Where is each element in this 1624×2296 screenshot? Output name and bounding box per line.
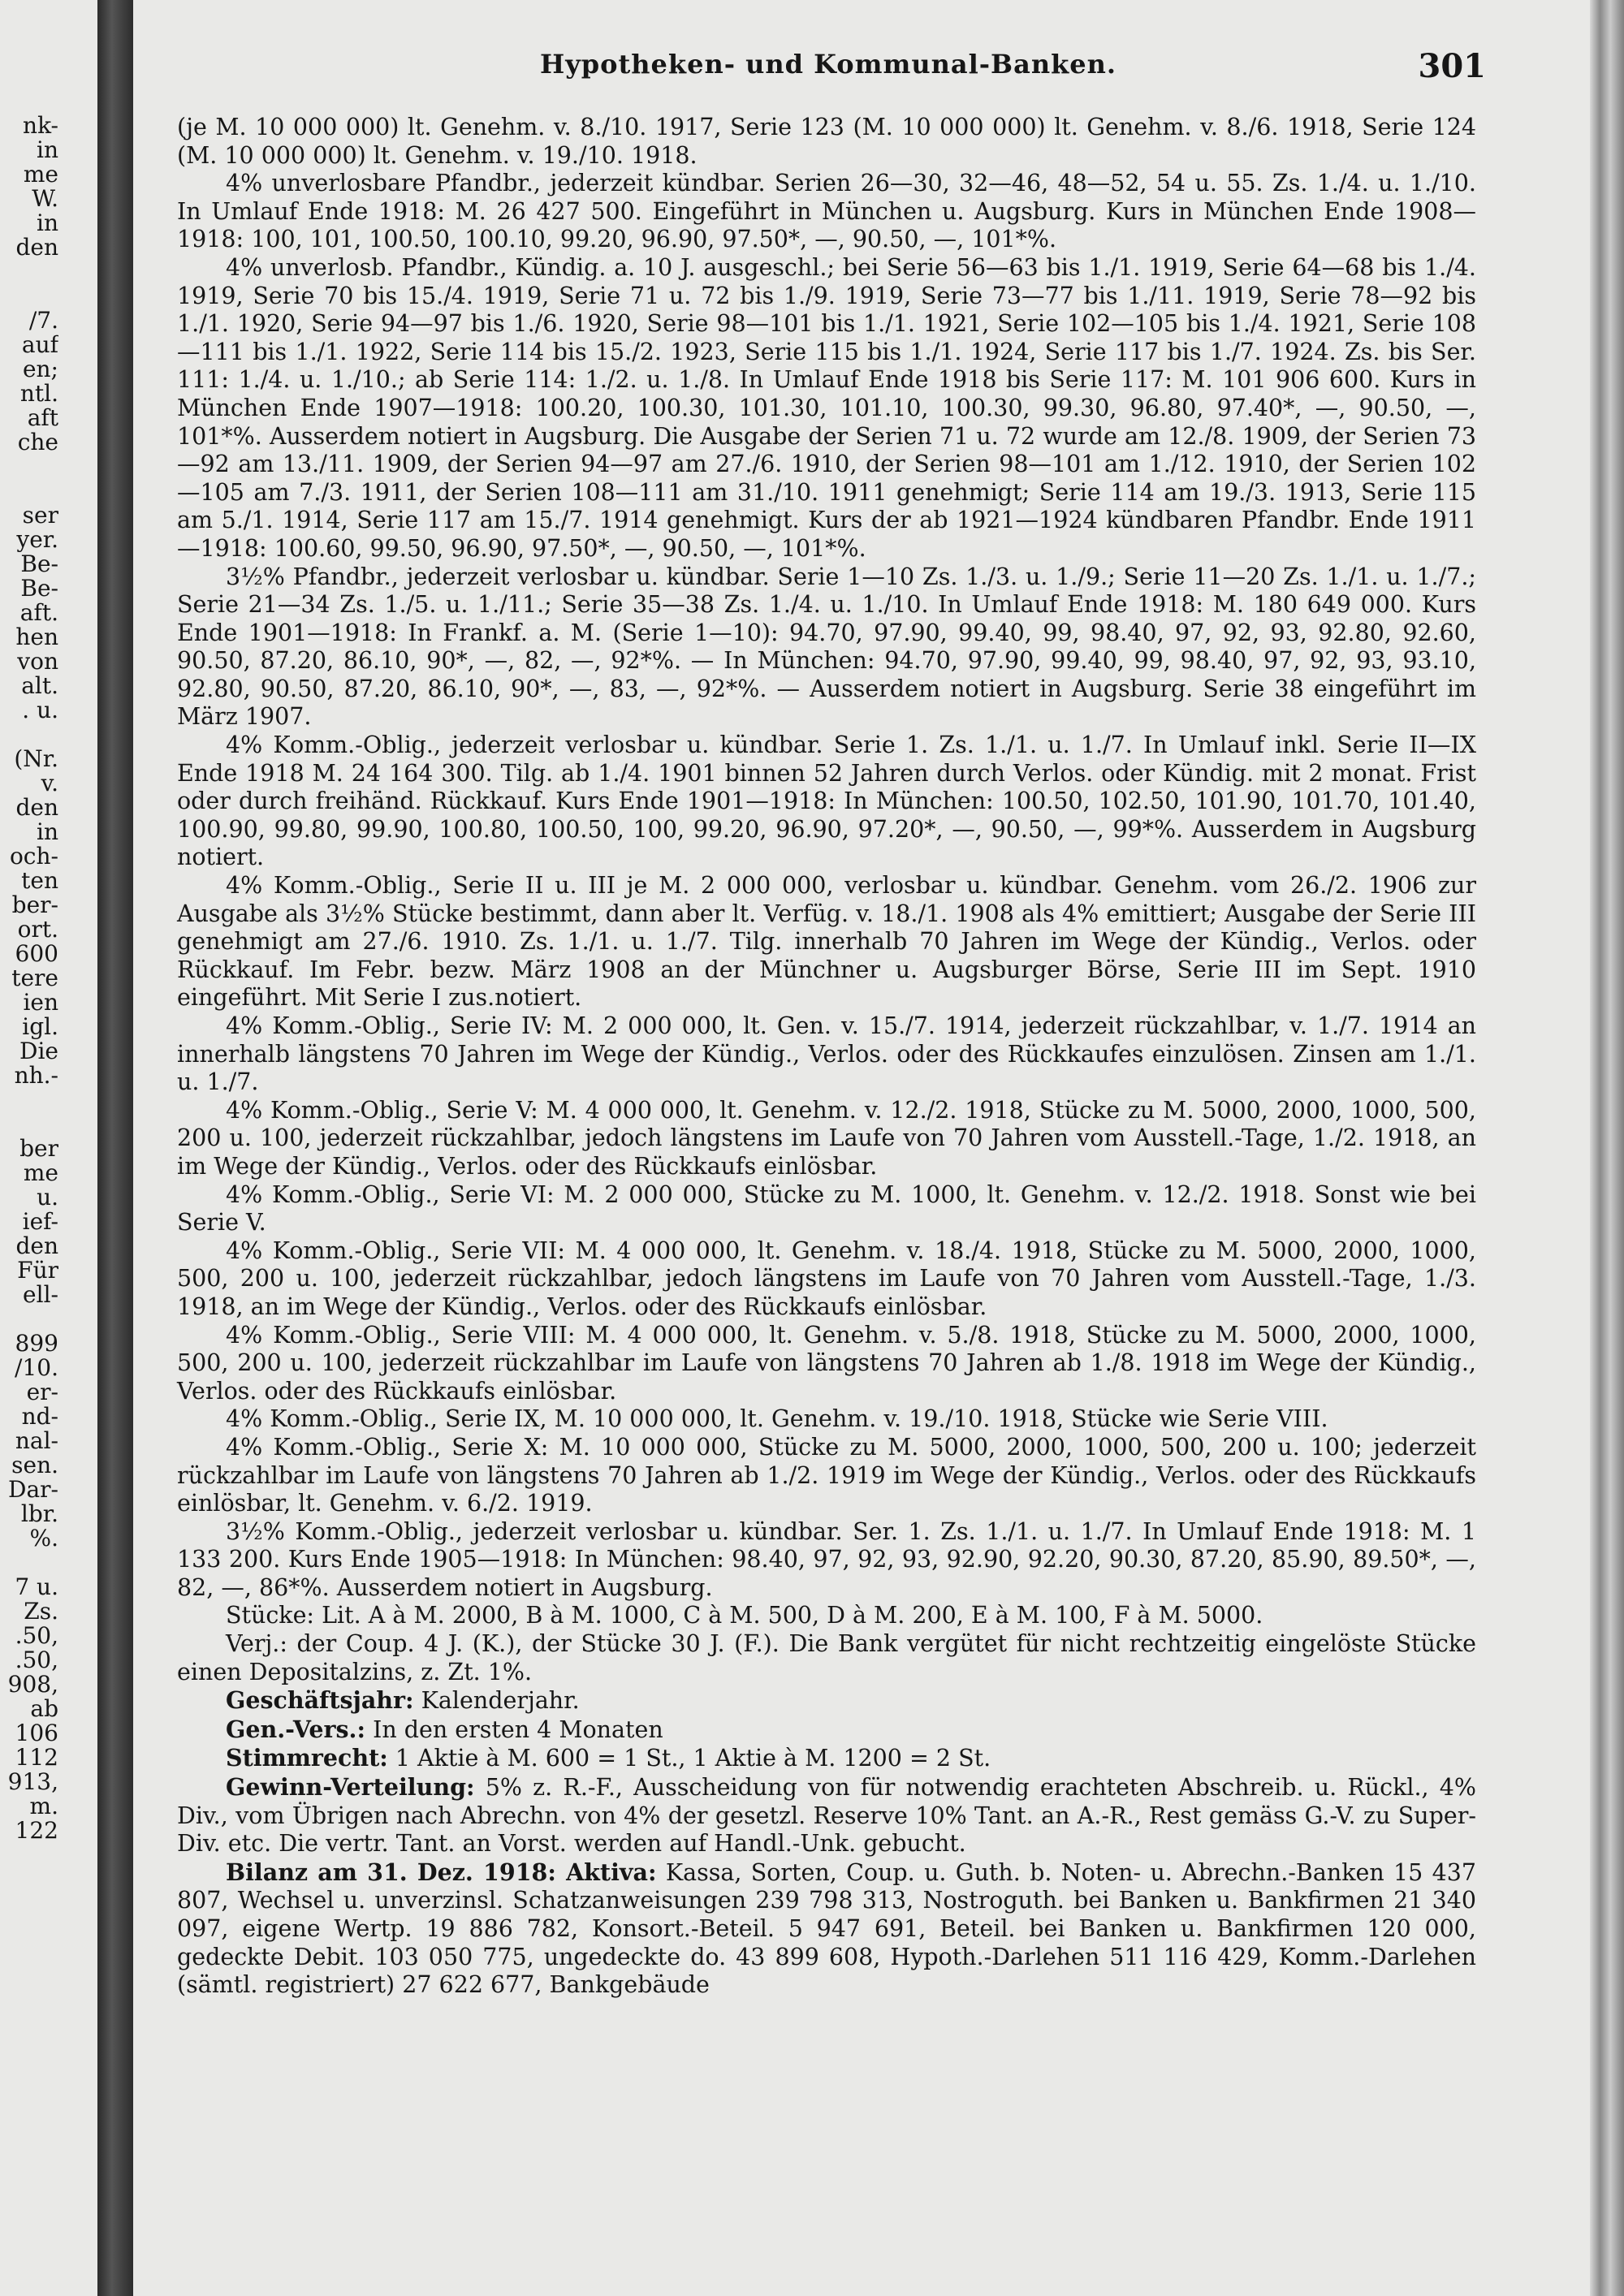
margin-fragment: m. xyxy=(29,1794,58,1819)
margin-fragment: %. xyxy=(29,1526,58,1551)
paragraph-label: Gewinn-Verteilung: xyxy=(226,1773,475,1802)
margin-fragment: .50, xyxy=(15,1648,58,1672)
margin-fragment: ab xyxy=(30,1697,58,1721)
paragraph-text: 3½% Komm.-Oblig., jederzeit verlosbar u. kündbar. Ser. 1. Zs. 1./1. u. 1./7. In Umlauf Ende 1918: M. 1 133 200. Kurs Ende 1905—1918: In München: 98.40, 97, 92, 93, 92.90, 92.20, 90.30, 87.20, 85.90, 89.50*, —, 82, —, 86*%. Ausserdem notiert in Augsburg. xyxy=(177,1517,1476,1601)
paragraph-text: 4% unverlosb. Pfandbr., Kündig. a. 10 J. ausgeschl.; bei Serie 56—63 bis 1./1. 1919, Serie 64—68 bis 1./4. 1919, Serie 70 bis 15./4. 1919, Serie 71 u. 72 bis 1./9. 1919, Serie 73—77 bis 1./11. 1919, Serie 78—92 bis 1./1. 1920, Serie 94—97 bis 1./6. 1920, Serie 98—101 bis 1./1. 1921, Serie 102—105 bis 1./4. 1921, Serie 108—111 bis 1./1. 1922, Serie 114 bis 15./2. 1923, Serie 115 bis 1./1. 1924, Serie 117 bis 1./7. 1924. Zs. bis Ser. 111: 1./4. u. 1./10.; ab Serie 114: 1./2. u. 1./8. In Umlauf Ende 1918 bis Serie 117: M. 101 906 600. Kurs in München Ende 1907—1918: 100.20, 100.30, 101.30, 101.10, 100.30, 99.30, 96.80, 97.40*, —, 90.50, —, 101*%. Ausserdem notiert in Augsburg. Die Ausgabe der Serien 71 u. 72 wurde am 12./8. 1909, der Serien 73—92 am 13./11. 1909, der Serien 94—97 am 27./6. 1910, der Serien 98—101 am 1./12. 1910, der Serien 102—105 am 7./3. 1911, der Serien 108—111 am 31./10. 1911 genehmigt; Serie 114 am 19./3. 1913, Serie 115 am 5./1. 1914, Serie 117 am 15./7. 1914 genehmigt. Kurs der ab 1921—1924 kündbaren Pfandbr. Ende 1911—1918: 100.60, 99.50, 96.90, 97.50*, —, 90.50, —, 101*%. xyxy=(177,253,1476,562)
paragraph xyxy=(177,1237,1476,1322)
margin-fragment: ell- xyxy=(23,1283,58,1307)
margin-fragment: auf xyxy=(21,333,58,357)
body-text xyxy=(177,114,1476,2000)
margin-fragment: ntl. xyxy=(19,382,58,406)
book-gutter-shadow xyxy=(97,0,133,2296)
margin-fragment: hen xyxy=(15,625,58,650)
paragraph xyxy=(177,1602,1476,1630)
paragraph-text: 4% Komm.-Oblig., Serie X: M. 10 000 000, Stücke zu M. 5000, 2000, 1000, 500, 200 u. 100; jederzeit rückzahlbar im Laufe von längstens 70 Jahren ab 1./2. 1919 im Wege der Kündig., Verlos. oder des Rückkaufs einlösbar, lt. Genehm. v. 6./2. 1919. xyxy=(177,1433,1476,1517)
paragraph xyxy=(177,732,1476,872)
margin-fragment: den xyxy=(15,235,58,260)
margin-fragment: von xyxy=(17,650,58,674)
margin-fragment: lbr. xyxy=(20,1502,58,1526)
margin-fragment: aft. xyxy=(19,601,58,625)
margin-fragment xyxy=(0,1551,58,1575)
paragraph-text: 4% Komm.-Oblig., Serie VI: M. 2 000 000, Stücke zu M. 1000, lt. Genehm. v. 12./2. 1918. Sonst wie bei Serie V. xyxy=(177,1180,1476,1236)
margin-fragment xyxy=(0,455,58,479)
margin-fragment: den xyxy=(15,1234,58,1258)
page-edge-shadow xyxy=(1590,0,1624,2296)
paragraph-text: Verj.: der Coup. 4 J. (K.), der Stücke 30 J. (F.). Die Bank vergütet für nicht rechtzeitig eingelöste Stücke einen Depositalzins, z. Zt. 1%. xyxy=(177,1630,1476,1685)
margin-fragment: 899 xyxy=(15,1331,58,1356)
paragraph-text: (je M. 10 000 000) lt. Genehm. v. 8./10. 1917, Serie 123 (M. 10 000 000) lt. Genehm. v. 8./6. 1918, Serie 124 (M. 10 000 000) lt. Genehm. v. 19./10. 1918. xyxy=(177,114,1476,169)
paragraph-text: In den ersten 4 Monaten xyxy=(373,1716,663,1743)
margin-fragment: Dar- xyxy=(8,1478,58,1502)
margin-fragment: ber- xyxy=(11,893,58,917)
paragraph xyxy=(177,1518,1476,1603)
margin-fragment: me xyxy=(23,1161,58,1185)
paragraph-text: Kassa, Sorten, Coup. u. Guth. b. Noten- u. Abrechn.-Banken 15 437 807, Wechsel u. unverzinsl. Schatzanweisungen 239 798 313, Nostroguth. bei Banken u. Bankfirmen 21 340 097, eigene Wertp. 19 886 782, Konsort.-Beteil. 5 947 691, Beteil. bei Banken u. Bankfirmen 120 000, gedeckte Debit. 103 050 775, ungedeckte do. 43 899 608, Hypoth.-Darlehen 511 116 429, Komm.-Darlehen (sämtl. registriert) 27 622 677, Bankgebäude xyxy=(177,1858,1477,1999)
margin-fragment: er- xyxy=(26,1380,58,1405)
margin-fragment: . u. xyxy=(22,698,58,723)
paragraph xyxy=(177,254,1476,563)
paragraph-text: 4% Komm.-Oblig., Serie IV: M. 2 000 000, lt. Gen. v. 15./7. 1914, jederzeit rückzahlbar, v. 1./7. 1914 an innerhalb längstens 70 Jahren im Wege der Kündig., Verlos. oder des Rückkaufes einzulösen. Zinsen am 1./1. u. 1./7. xyxy=(177,1012,1476,1096)
paragraph xyxy=(177,170,1476,254)
margin-fragment: 913, xyxy=(7,1770,58,1794)
paragraph-text: 4% Komm.-Oblig., Serie VII: M. 4 000 000, lt. Genehm. v. 18./4. 1918, Stücke zu M. 5000, 2000, 1000, 500, 200 u. 100, jederzeit rückzahlbar, jedoch längstens im Laufe von 70 Jahren vom Ausstell.-Tage, 1./3. 1918, an im Wege der Kündig., Verlos. oder des Rückkaufs einlösbar. xyxy=(177,1236,1476,1320)
margin-fragment: 112 xyxy=(15,1746,58,1770)
margin-fragment: /10. xyxy=(15,1356,58,1380)
paragraph-text: 4% Komm.-Oblig., jederzeit verlosbar u. kündbar. Serie 1. Zs. 1./1. u. 1./7. In Umlauf inkl. Serie II—IX Ende 1918 M. 24 164 300. Tilg. ab 1./4. 1901 binnen 52 Jahren durch Verlos. oder Kündig. mit 2 monat. Frist oder durch freihänd. Rückkauf. Kurs Ende 1901—1918: In München: 100.50, 102.50, 101.90, 101.70, 101.40, 100.90, 99.80, 99.90, 100.80, 100.50, 100, 99.20, 96.90, 97.20*, —, 90.50, —, 99*%. Ausserdem in Augsburg notiert. xyxy=(177,732,1476,871)
page-header xyxy=(171,49,1486,88)
margin-fragment xyxy=(0,1088,58,1112)
margin-fragment xyxy=(0,284,58,309)
paragraph-label: Geschäftsjahr: xyxy=(226,1686,414,1715)
margin-fragment: Be- xyxy=(20,552,58,576)
paragraph-text: Kalenderjahr. xyxy=(421,1687,580,1715)
margin-fragment: tere xyxy=(11,966,58,990)
margin-fragment: Die xyxy=(19,1039,58,1064)
paragraph-label: Gen.-Vers.: xyxy=(226,1715,366,1743)
margin-fragment: in xyxy=(37,820,58,844)
margin-fragment: u. xyxy=(37,1185,58,1210)
margin-fragment: Zs. xyxy=(24,1599,58,1624)
margin-fragment: ten xyxy=(21,869,58,893)
paragraph xyxy=(177,1181,1476,1237)
paragraph xyxy=(177,1434,1476,1518)
margin-fragment: Für xyxy=(17,1258,58,1283)
paragraph xyxy=(177,1858,1476,2000)
margin-fragment xyxy=(0,260,58,284)
margin-fragment: 122 xyxy=(15,1819,58,1843)
margin-fragment: ort. xyxy=(17,917,58,942)
margin-fragment xyxy=(0,1112,58,1137)
page-number: 301 xyxy=(1418,47,1486,85)
paragraph-text: 1 Aktie à M. 600 = 1 St., 1 Aktie à M. 1200 = 2 St. xyxy=(395,1745,991,1772)
margin-fragment: igl. xyxy=(22,1015,58,1039)
paragraph-text: 4% Komm.-Oblig., Serie II u. III je M. 2 000 000, verlosbar u. kündbar. Genehm. vom 26./2. 1906 zur Ausgabe als 3½% Stücke bestimmt, dann aber lt. Verfüg. v. 18./1. 1908 als 4% emittiert; Ausgabe der Serie III genehmigt am 27./6. 1910. Zs. 1./1. u. 1./7. Tilg. innerhalb 70 Jahren im Wege der Kündig., Verlos. oder Rückkauf. Im Febr. bezw. März 1908 an der Münchner u. Augsburger Börse, Serie III im Sept. 1910 eingeführt. Mit Serie I zus.notiert. xyxy=(177,872,1476,1012)
paragraph-text: Stücke: Lit. A à M. 2000, B à M. 1000, C à M. 500, D à M. 200, E à M. 100, F à M. 5000. xyxy=(226,1602,1263,1629)
margin-fragment: ief- xyxy=(22,1210,58,1234)
paragraph xyxy=(177,1630,1476,1686)
running-title: Hypotheken- und Kommunal-Banken. xyxy=(539,49,1117,80)
margin-fragment: me xyxy=(23,162,58,187)
paragraph-text: 4% unverlosbare Pfandbr., jederzeit kündbar. Serien 26—30, 32—46, 48—52, 54 u. 55. Zs. 1./4. u. 1./10. In Umlauf Ende 1918: M. 26 427 500. Eingeführt in München u. Augsburg. Kurs in München Ende 1908—1918: 100, 101, 100.50, 100.10, 99.20, 96.90, 97.50*, —, 90.50, —, 101*%. xyxy=(177,170,1476,253)
paragraph-label: Stimmrecht: xyxy=(226,1744,388,1772)
paragraph-text: 4% Komm.-Oblig., Serie V: M. 4 000 000, lt. Genehm. v. 12./2. 1918, Stücke zu M. 5000, 2000, 1000, 500, 200 u. 100, jederzeit rückzahlbar, jedoch längstens im Laufe von 70 Jahren vom Ausstell.-Tage, 1./2. 1918, an im Wege der Kündig., Verlos. oder des Rückkaufs einlösbar. xyxy=(177,1096,1476,1180)
paragraph-text: 4% Komm.-Oblig., Serie VIII: M. 4 000 000, lt. Genehm. v. 5./8. 1918, Stücke zu M. 5000, 2000, 1000, 500, 200 u. 100, jederzeit rückzahlbar im Laufe von längstens 70 Jahren ab 1./8. 1918 im Wege der Kündig., Verlos. oder des Rückkaufs einlösbar. xyxy=(177,1321,1476,1405)
margin-fragment: 908, xyxy=(7,1672,58,1697)
margin-fragment xyxy=(0,479,58,503)
paragraph xyxy=(177,1322,1476,1406)
paragraph xyxy=(177,114,1476,170)
margin-fragment xyxy=(0,723,58,747)
paragraph xyxy=(177,1097,1476,1181)
margin-fragment: 106 xyxy=(15,1721,58,1746)
margin-fragment: in xyxy=(37,138,58,162)
paragraph xyxy=(177,1716,1476,1745)
margin-fragment: 7 u. xyxy=(15,1575,58,1599)
paragraph xyxy=(177,1012,1476,1097)
margin-fragment: che xyxy=(17,430,58,455)
margin-fragment: ber xyxy=(19,1137,58,1161)
paragraph xyxy=(177,1744,1476,1773)
margin-fragment: nal- xyxy=(15,1429,58,1453)
margin-fragment: .50, xyxy=(15,1624,58,1648)
margin-fragment: den xyxy=(15,796,58,820)
paragraph xyxy=(177,872,1476,1012)
paragraph xyxy=(177,1686,1476,1716)
margin-fragment: och- xyxy=(9,844,58,869)
margin-fragment: v. xyxy=(41,771,58,796)
margin-fragment: nh.- xyxy=(14,1064,58,1088)
paragraph-text: 4% Komm.-Oblig., Serie IX, M. 10 000 000, lt. Genehm. v. 19./10. 1918, Stücke wie Serie VIII. xyxy=(226,1405,1328,1433)
paragraph xyxy=(177,1405,1476,1434)
margin-fragment: Be- xyxy=(20,576,58,601)
margin-fragment: nk- xyxy=(23,114,58,138)
margin-fragment: /7. xyxy=(28,309,58,333)
paragraph-label: Bilanz am 31. Dez. 1918: Aktiva: xyxy=(226,1858,657,1886)
margin-fragment: yer. xyxy=(16,528,58,552)
margin-fragment: en; xyxy=(22,357,58,382)
paragraph-text: 5% z. R.-F., Ausscheidung von für notwendig erachteten Abschreib. u. Rückl., 4% Div., vom Übrigen nach Abrechn. von 4% der gesetzl. Reserve 10% Tant. an A.-R., Rest gemäss G.-V. zu Super-Div. etc. Die vertr. Tant. an Vorst. werden auf Handl.-Unk. gebucht. xyxy=(177,1774,1476,1858)
margin-fragment: W. xyxy=(32,187,58,211)
margin-fragment: in xyxy=(37,211,58,235)
paragraph xyxy=(177,563,1476,732)
margin-fragment xyxy=(0,1307,58,1331)
paragraph-text: 3½% Pfandbr., jederzeit verlosbar u. kündbar. Serie 1—10 Zs. 1./3. u. 1./9.; Serie 11—20 Zs. 1./1. u. 1./7.; Serie 21—34 Zs. 1./5. u. 1./11.; Serie 35—38 Zs. 1./4. u. 1./10. In Umlauf Ende 1918: M. 180 649 000. Kurs Ende 1901—1918: In Frankf. a. M. (Serie 1—10): 94.70, 97.90, 99.40, 99, 98.40, 97, 92, 93, 92.80, 92.60, 90.50, 87.20, 86.10, 90*, —, 82, —, 92*%. — In München: 94.70, 97.90, 99.40, 99, 98.40, 97, 92, 93, 93.10, 92.80, 90.50, 87.20, 86.10, 90*, —, 83, —, 92*%. — Ausserdem notiert in Augsburg. Serie 38 eingeführt im März 1907. xyxy=(177,563,1476,731)
margin-fragment: nd- xyxy=(21,1405,58,1429)
margin-fragment: 600 xyxy=(15,942,58,966)
margin-fragment: ien xyxy=(23,990,58,1015)
margin-fragment: (Nr. xyxy=(14,747,58,771)
margin-fragment: aft xyxy=(27,406,58,430)
adjacent-page-margin-fragments xyxy=(0,114,58,1843)
paragraph xyxy=(177,1773,1476,1858)
margin-fragment: ser xyxy=(22,503,58,528)
margin-fragment: sen. xyxy=(11,1453,58,1478)
margin-fragment: alt. xyxy=(21,674,58,698)
